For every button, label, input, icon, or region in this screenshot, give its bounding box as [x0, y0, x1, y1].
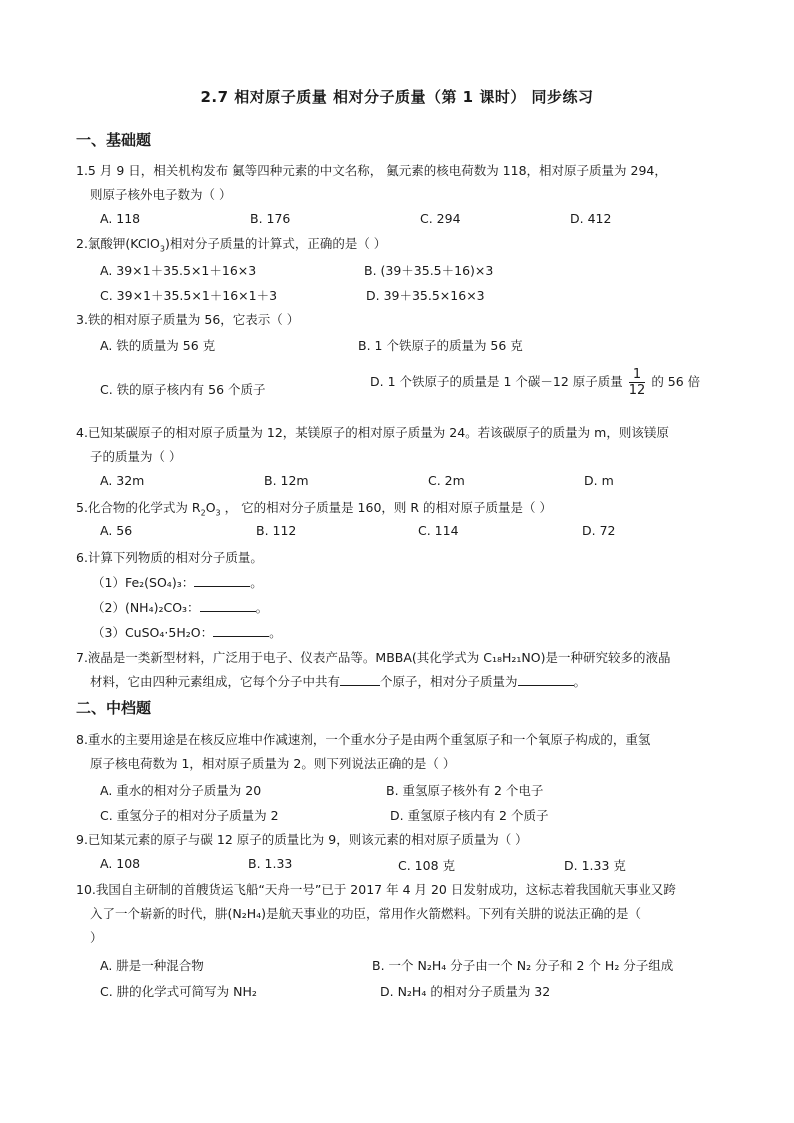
question-7-line-1: 7.液晶是一类新型材料，广泛用于电子、仪表产品等。MBBA(其化学式为 C₁₈H₂₁NO)是一种研究较多的液晶 [76, 650, 671, 665]
option-a[interactable]: A. 重水的相对分子质量为 20 [100, 783, 262, 798]
page-title: 2.7 相对原子质量 相对分子质量（第 1 课时） 同步练习 [200, 88, 594, 106]
question-4-line-1: 4.已知某碳原子的相对原子质量为 12，某镁原子的相对原子质量为 24。若该碳原子的质量为 m，则该镁原 [76, 425, 669, 440]
line-text: 材料，它由四种元素组成，它每个分子中共有 [90, 674, 341, 689]
question-4-line-2: 子的质量为（ ） [90, 449, 182, 464]
question-3-options-row-1 [100, 336, 720, 356]
option-d[interactable]: D. m [584, 473, 614, 488]
question-8-options-row-1 [100, 781, 720, 801]
question-10-line-1: 10.我国自主研制的首艘货运飞船“天舟一号”已于 2017 年 4 月 20 日发射成功，这标志着我国航天事业又跨 [76, 882, 676, 897]
answer-blank[interactable] [213, 623, 269, 637]
option-c[interactable]: C. 39×1＋35.5×1＋16×1＋3 [100, 288, 278, 303]
fraction-denominator: 12 [628, 383, 646, 398]
question-8 [76, 728, 726, 776]
section-heading-medium: 二、中档题 [76, 699, 152, 717]
question-8-line-2: 原子核电荷数为 1，相对原子质量为 2。则下列说法正确的是（ ） [90, 756, 456, 771]
fraction-one-twelfth [629, 367, 646, 398]
question-5-stem-end: ， 它的相对分子质量是 160，则 R 的相对原子质量是（ ） [220, 500, 553, 515]
answer-blank[interactable] [200, 598, 256, 612]
question-2-options-row-2 [100, 286, 720, 306]
question-1-line-1: 1.5 月 9 日，相关机构发布 鿫等四种元素的中文名称， 鿫元素的核电荷数为 118，相对原子质量为 294， [76, 163, 667, 178]
option-b[interactable]: B. (39＋35.5＋16)×3 [364, 263, 494, 278]
line-text: 个原子，相对分子质量为 [380, 674, 518, 689]
question-10 [76, 878, 736, 950]
option-d-text: D. 1 个铁原子的质量是 1 个碳－12 原子质量 [370, 374, 623, 389]
question-8-options-row-2 [100, 806, 720, 826]
item-number: （1） [92, 575, 125, 590]
question-9: 9.已知某元素的原子与碳 12 原子的质量比为 9，则该元素的相对原子质量为（ ） [76, 832, 528, 847]
option-d[interactable]: D. 39＋35.5×16×3 [366, 288, 485, 303]
option-b[interactable]: B. 1.33 [248, 856, 293, 871]
question-10-options-row-2 [100, 982, 720, 1002]
question-5 [76, 496, 726, 526]
option-c[interactable]: C. 114 [418, 523, 459, 538]
question-1-options [100, 211, 720, 231]
option-c[interactable]: C. 108 克 [398, 858, 456, 873]
question-10-options-row-1 [100, 956, 720, 976]
question-2-options-row-1 [100, 261, 720, 281]
line-text: 。 [573, 674, 587, 689]
question-6-item-1 [92, 573, 263, 591]
subscript: 3 [215, 508, 221, 518]
question-7-line-2 [76, 670, 726, 694]
option-c[interactable]: C. 294 [420, 211, 461, 226]
item-number: （2） [92, 600, 125, 615]
option-a[interactable]: A. 32m [100, 473, 145, 488]
item-formula: CuSO₄·5H₂O： [124, 625, 214, 640]
option-c[interactable]: C. 铁的原子核内有 56 个质子 [100, 382, 266, 397]
answer-blank[interactable] [194, 573, 250, 587]
question-8-line-1: 8.重水的主要用途是在核反应堆中作减速剂，一个重水分子是由两个重氢原子和一个氧原子构成的，重氢 [76, 732, 651, 747]
option-d[interactable]: D. N₂H₄ 的相对分子质量为 32 [380, 984, 551, 999]
question-1-line-2: 则原子核外电子数为（ ） [90, 187, 232, 202]
question-4 [76, 421, 726, 469]
item-end: 。 [255, 600, 269, 615]
option-c[interactable]: C. 重氢分子的相对分子质量为 2 [100, 808, 279, 823]
option-d[interactable]: D. 72 [582, 523, 616, 538]
option-b[interactable]: B. 12m [264, 473, 309, 488]
question-2-stem-end: )相对分子质量的计算式，正确的是（ ） [164, 236, 387, 251]
question-3: 3.铁的相对原子质量为 56，它表示（ ） [76, 312, 300, 327]
option-a[interactable]: A. 39×1＋35.5×1＋16×3 [100, 263, 257, 278]
option-b[interactable]: B. 一个 N₂H₄ 分子由一个 N₂ 分子和 2 个 H₂ 分子组成 [372, 958, 674, 973]
option-d[interactable]: D. 1.33 克 [564, 858, 626, 873]
option-d[interactable] [370, 367, 700, 398]
option-b[interactable]: B. 112 [256, 523, 297, 538]
option-c[interactable]: C. 肼的化学式可简写为 NH₂ [100, 984, 257, 999]
answer-blank-atoms[interactable] [340, 672, 380, 686]
question-10-line-3: ） [90, 930, 103, 945]
question-1 [76, 159, 726, 207]
option-a[interactable]: A. 铁的质量为 56 克 [100, 338, 216, 353]
item-formula: (NH₄)₂CO₃： [124, 600, 200, 615]
question-5-stem: 5.化合物的化学式为 R [76, 500, 201, 515]
fraction-numerator: 1 [632, 367, 642, 382]
question-6-item-2 [92, 598, 268, 616]
formula-part: O [205, 500, 216, 515]
answer-blank-mass[interactable] [518, 672, 574, 686]
option-a[interactable]: A. 108 [100, 856, 141, 871]
question-4-options [100, 473, 720, 493]
option-d[interactable]: D. 重氢原子核内有 2 个质子 [390, 808, 549, 823]
question-5-options [100, 523, 720, 543]
item-end: 。 [250, 575, 263, 590]
subscript: 3 [159, 244, 165, 254]
option-c[interactable]: C. 2m [428, 473, 465, 488]
question-10-line-2: 入了一个崭新的时代，肼(N₂H₄)是航天事业的功臣，常用作火箭燃料。下列有关肼的说法正确的是（ [90, 906, 642, 921]
option-b[interactable]: B. 176 [250, 211, 291, 226]
option-d[interactable]: D. 412 [570, 211, 612, 226]
item-formula: Fe₂(SO₄)₃： [124, 575, 195, 590]
option-a[interactable]: A. 56 [100, 523, 133, 538]
question-9-options [100, 856, 720, 876]
question-7 [76, 646, 726, 694]
option-b[interactable]: B. 重氢原子核外有 2 个电子 [386, 783, 544, 798]
option-b[interactable]: B. 1 个铁原子的质量为 56 克 [358, 338, 523, 353]
item-number: （3） [92, 625, 125, 640]
question-6-item-3 [92, 623, 282, 641]
item-end: 。 [269, 625, 282, 640]
section-heading-basic: 一、基础题 [76, 131, 152, 149]
question-2 [76, 232, 726, 262]
subscript: 2 [200, 508, 206, 518]
option-a[interactable]: A. 118 [100, 211, 141, 226]
question-2-stem: 2.氯酸钾(KClO [76, 236, 160, 251]
option-d-text-end: 的 56 倍 [651, 374, 701, 389]
question-6: 6.计算下列物质的相对分子质量。 [76, 550, 263, 565]
option-a[interactable]: A. 肼是一种混合物 [100, 958, 204, 973]
